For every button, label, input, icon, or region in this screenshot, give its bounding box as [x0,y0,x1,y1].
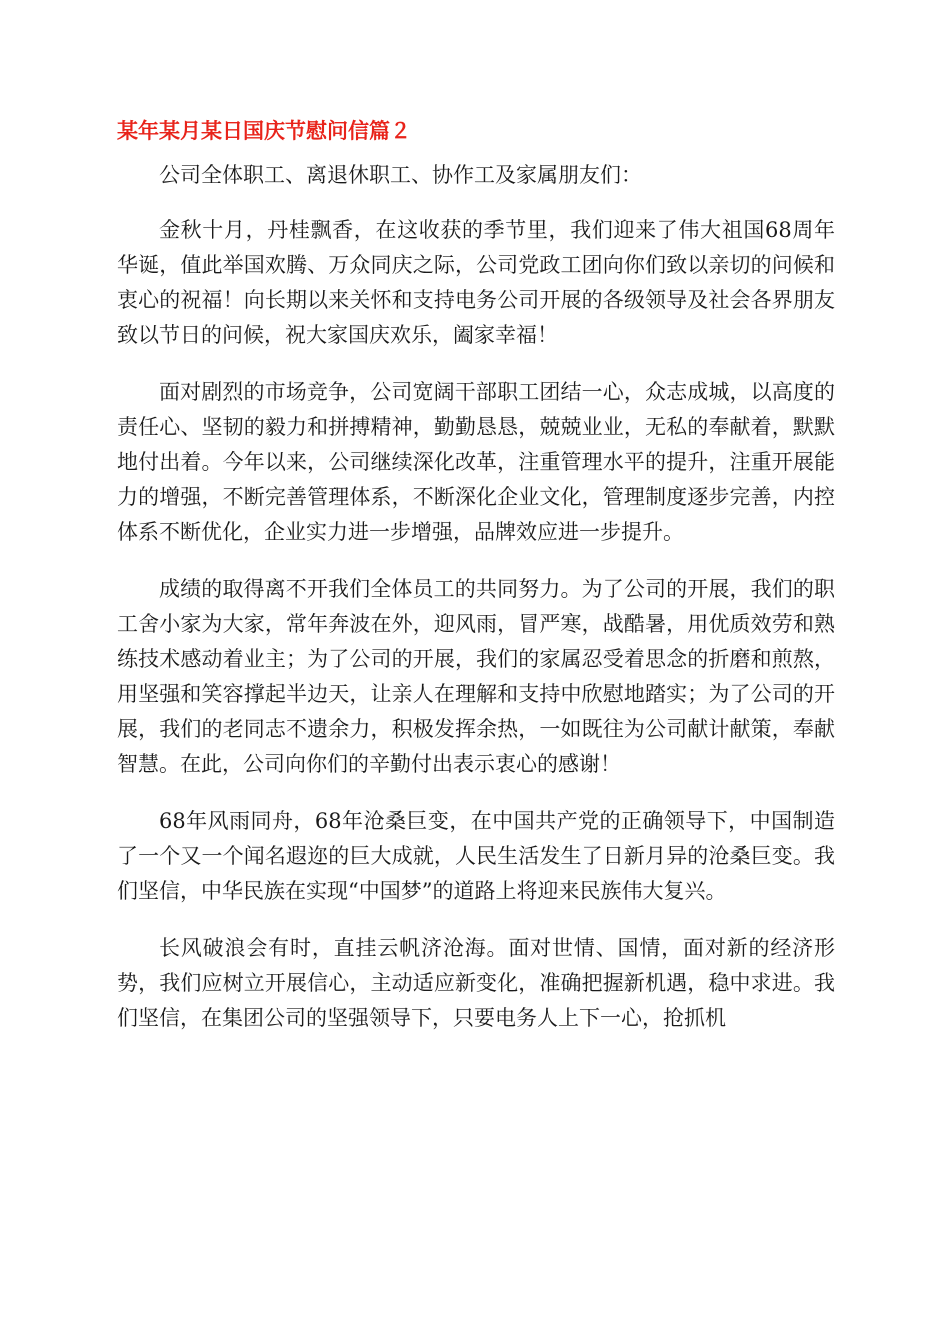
letter-body [117,158,835,1058]
salutation: 公司全体职工、离退休职工、协作工及家属朋友们： [159,163,642,187]
paragraph-achievements: 面对剧烈的市场竞争，公司宽阔干部职工团结一心，众志成城，以高度的责任心、坚韧的毅力和拼搏精神，勤勤恳恳，兢兢业业，无私的奉献着，默默地付出着。今年以来，公司继续深化改革，注重管理水平的提升，注重开展能力的增强，不断完善管理体系，不断深化企业文化，管理制度逐步完善，内控体系不断优化，企业实力进一步增强，品牌效应进一步提升。 [117,380,835,544]
document-title: 某年某月某日国庆节慰问信篇２ [117,119,411,143]
paragraph-greeting: 金秋十月，丹桂飘香，在这收获的季节里，我们迎来了伟大祖国68周年华诞，值此举国欢腾、万众同庆之际，公司党政工团向你们致以亲切的问候和衷心的祝福！向长期以来关怀和支持电务公司开展的各级领导及社会各界朋友致以节日的问候，祝大家国庆欢乐，阖家幸福！ [117,218,835,347]
paragraph-thanks: 成绩的取得离不开我们全体员工的共同努力。为了公司的开展，我们的职工舍小家为大家，常年奔波在外，迎风雨，冒严寒，战酷暑，用优质效劳和熟练技术感动着业主；为了公司的开展，我们的家属忍受着思念的折磨和煎熬，用坚强和笑容撑起半边天，让亲人在理解和支持中欣慰地踏实；为了公司的开展，我们的老同志不遗余力，积极发挥余热，一如既往为公司献计献策，奉献智慧。在此，公司向你们的辛勤付出表示衷心的感谢！ [117,577,835,776]
paragraph-68-years: 68年风雨同舟，68年沧桑巨变，在中国共产党的正确领导下，中国制造了一个又一个闻名遐迩的巨大成就，人民生活发生了日新月异的沧桑巨变。我们坚信，中华民族在实现“中国梦”的道路上将迎来民族伟大复兴。 [117,809,835,903]
paragraph-outlook: 长风破浪会有时，直挂云帆济沧海。面对世情、国情，面对新的经济形势，我们应树立开展信心，主动适应新变化，准确把握新机遇，稳中求进。我们坚信，在集团公司的坚强领导下，只要电务人上下一心，抢抓机 [117,936,835,1030]
